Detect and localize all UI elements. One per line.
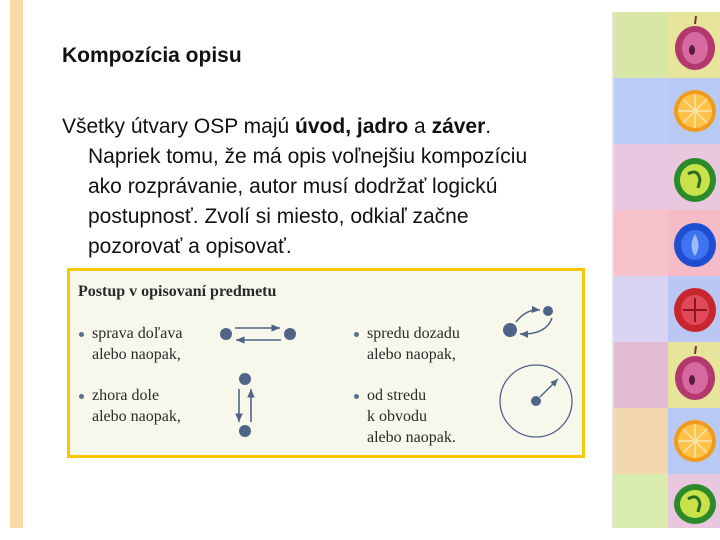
- apple-red-icon: [668, 276, 720, 342]
- body-text-intro: Všetky útvary OSP majú: [62, 115, 296, 138]
- body-text-line: postupnosť. Zvolí si miesto, odkiaľ začne: [88, 205, 469, 228]
- body-text-period: .: [485, 115, 492, 138]
- front-back-arrows-icon: [503, 306, 553, 337]
- slide-title: Kompozícia opisu: [62, 44, 242, 67]
- figure-title: Postup v opisovaní predmetu: [78, 283, 277, 300]
- figure-item-line: alebo naopak,: [367, 346, 456, 363]
- left-accent-bar: [10, 0, 23, 528]
- figure-item-line: sprava doľava: [92, 325, 183, 342]
- figure-item-line: alebo naopak.: [367, 429, 456, 446]
- body-text-emphasis-1: úvod, jadro: [295, 115, 409, 138]
- figure-diagrams: [70, 271, 582, 455]
- color-cell: [614, 78, 668, 144]
- apple-green-icon: [668, 474, 720, 528]
- description-method-figure: [67, 268, 585, 458]
- slide-body-text: [62, 112, 602, 262]
- horizontal-arrows-icon: [220, 328, 296, 340]
- body-text-line: pozorovať a opisovať.: [88, 235, 292, 258]
- decorative-fruit-strip: [612, 12, 720, 528]
- figure-item-line: alebo naopak,: [92, 346, 181, 363]
- orange-slice-icon: [668, 408, 720, 474]
- apple-blue-icon: [668, 210, 720, 276]
- figure-item-line: spredu dozadu: [367, 325, 460, 342]
- color-cell: [614, 12, 668, 78]
- body-text-conjunction: a: [408, 115, 432, 138]
- figure-item-line: zhora dole: [92, 387, 160, 404]
- color-cell: [614, 210, 668, 276]
- body-text-continuation: [62, 142, 602, 262]
- color-cell: [614, 144, 668, 210]
- apple-green-icon: [668, 144, 720, 210]
- apple-red-icon: [668, 12, 720, 78]
- body-text-emphasis-2: záver: [431, 115, 486, 138]
- vertical-arrows-icon: [239, 373, 251, 437]
- body-text-line: Napriek tomu, že má opis voľnejšiu kompozíciu: [88, 145, 528, 168]
- center-edge-circle-icon: [500, 365, 572, 437]
- color-cell: [614, 276, 668, 342]
- figure-item-line: od stredu: [367, 387, 427, 404]
- apple-red-icon: [668, 342, 720, 408]
- figure-item-line: alebo naopak,: [92, 408, 181, 425]
- color-cell: [614, 474, 668, 528]
- color-cell: [614, 408, 668, 474]
- color-cell: [614, 342, 668, 408]
- orange-slice-icon: [668, 78, 720, 144]
- figure-item-line: k obvodu: [367, 408, 427, 425]
- body-text-line: ako rozprávanie, autor musí dodržať logickú: [88, 175, 498, 198]
